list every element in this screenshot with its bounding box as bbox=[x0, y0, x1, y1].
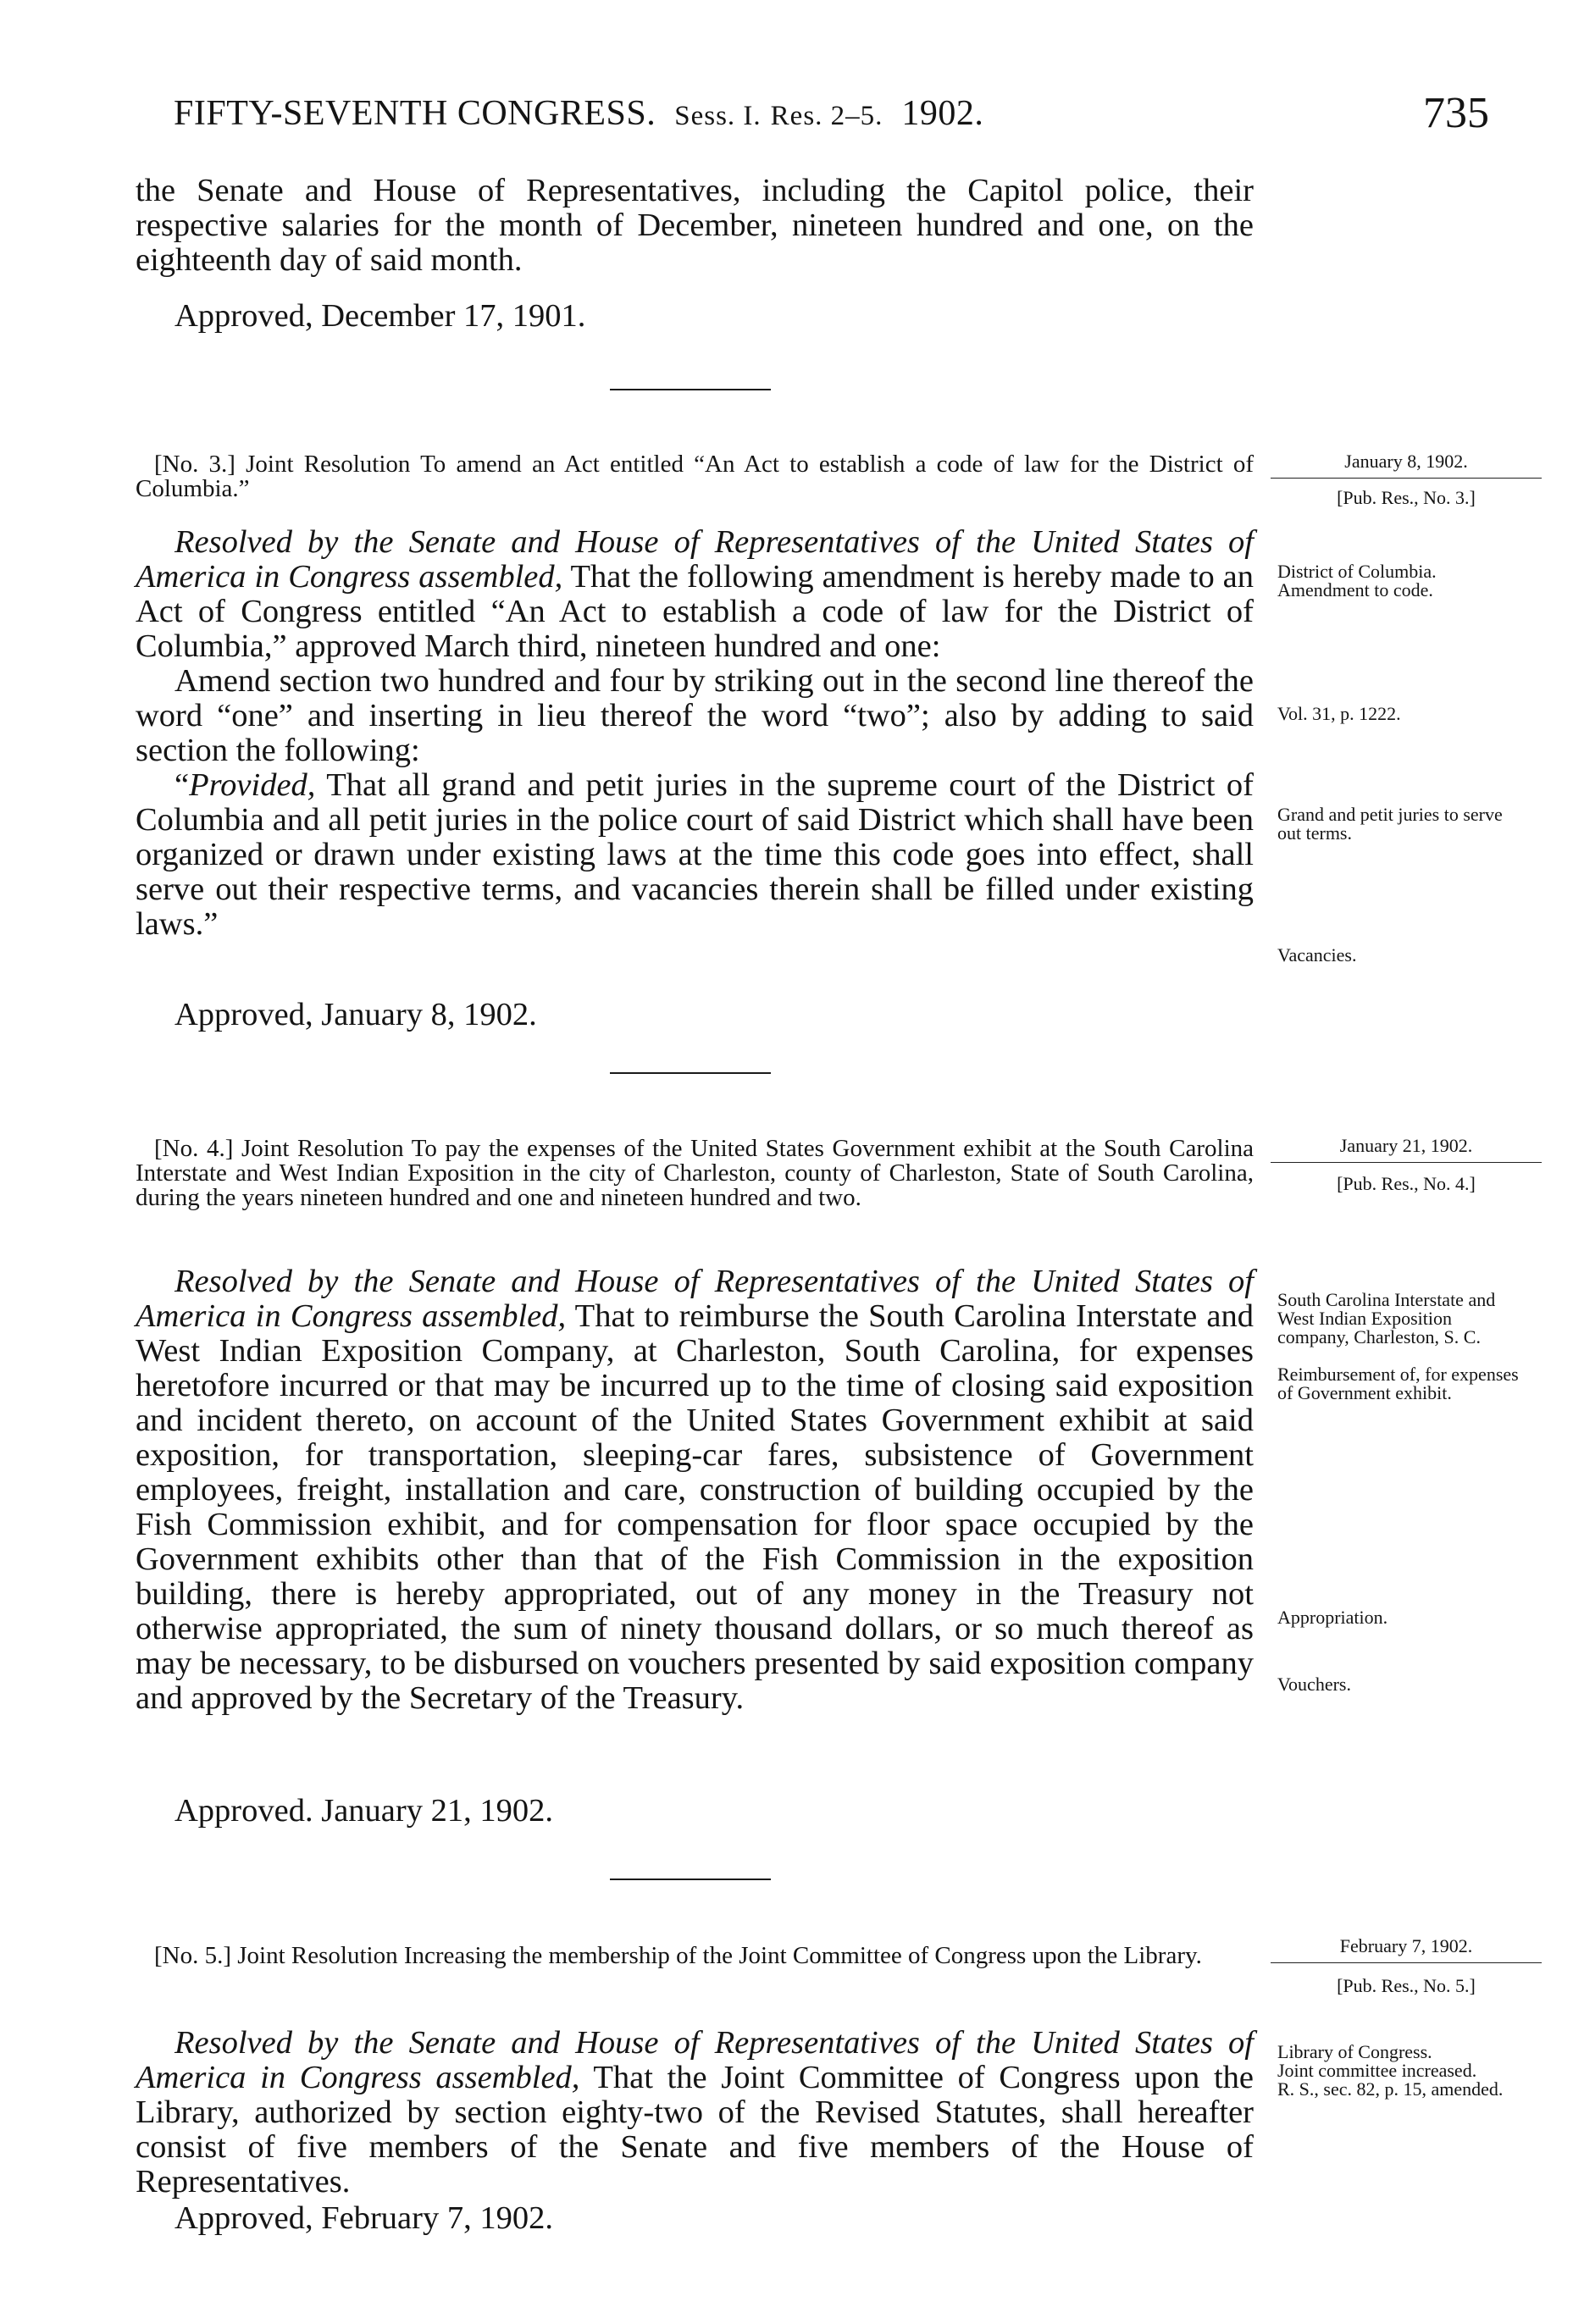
congress-title: FIFTY-SEVENTH CONGRESS. bbox=[174, 94, 656, 133]
res4-note-appropriation: Appropriation. bbox=[1277, 1607, 1388, 1628]
continuation-approved: Approved, December 17, 1901. bbox=[174, 298, 586, 334]
res5-title bbox=[136, 1944, 1254, 1968]
res4-approved: Approved. January 21, 1902. bbox=[174, 1793, 553, 1829]
res3-provided: Provided, bbox=[189, 767, 316, 803]
res3-body bbox=[136, 525, 1254, 942]
header-year: 1902. bbox=[901, 94, 984, 133]
res3-para1: That the following amendment is hereby made to an Act of Congress entitled “An Act to establish a code of law for the District of Columbia,” approved March third, nineteen hundred and one: bbox=[136, 559, 1254, 664]
resolutions-label: Res. 2–5. bbox=[770, 101, 883, 131]
section-divider bbox=[610, 1879, 771, 1880]
continuation-paragraph bbox=[136, 174, 1254, 278]
res5-enacting-paragraph bbox=[136, 2026, 1254, 2200]
res3-pub-res: [Pub. Res., No. 3.] bbox=[1337, 487, 1476, 508]
res5-enacting-clause: Resolved by the Senate and House of Representatives of the United States of America in Congress assembled, bbox=[136, 2025, 1254, 2095]
res3-open-quote: “ bbox=[174, 767, 190, 803]
res4-title-text: [No. 4.] Joint Resolution To pay the expenses of the United States Government exhibit at the South Carolina Interstate and West Indian Exposition in the city of Charleston, county of Charleston, State of South Carolina, during the years nineteen hundred and one and nineteen hundred and two. bbox=[136, 1135, 1254, 1211]
res3-date: January 8, 1902. bbox=[1271, 451, 1542, 479]
res5-note-subject: Library of Congress. bbox=[1277, 2041, 1432, 2062]
res3-proviso-paragraph bbox=[136, 768, 1254, 942]
res3-title-text: [No. 3.] Joint Resolution To amend an Act entitled “An Act to establish a code of law for the District of Columbia.” bbox=[136, 451, 1254, 502]
running-header bbox=[174, 93, 983, 134]
res5-body bbox=[136, 2026, 1254, 2200]
res4-enacting-paragraph bbox=[136, 1264, 1254, 1716]
res3-note-vacancies: Vacancies. bbox=[1277, 944, 1357, 966]
page-number: 735 bbox=[1423, 89, 1489, 137]
res5-para: That the Joint Committee of Congress upon the Library, authorized by section eighty-two of the Revised Statutes, shall hereafter consist of five members of the Senate and five members of the House of Representatives. bbox=[136, 2060, 1254, 2200]
res3-para3: That all grand and petit juries in the supreme court of the District of Columbia and all petit juries in the police court of said District which shall have been organized or drawn under existing laws at the time this code goes into effect, shall serve out their respective terms, and vacancies therein shall be filled under existing laws.” bbox=[136, 767, 1254, 942]
res5-date: February 7, 1902. bbox=[1271, 1935, 1542, 1963]
res3-enacting-clause: Resolved by the Senate and House of Representatives of the United States of America in Congress assembled, bbox=[136, 524, 1254, 595]
res3-approved: Approved, January 8, 1902. bbox=[174, 997, 537, 1032]
res5-note-rs: R. S., sec. 82, p. 15, amended. bbox=[1277, 2078, 1504, 2100]
res3-note-juries: Grand and petit juries to serve out terms. bbox=[1277, 804, 1503, 844]
res4-note-subject: South Carolina Interstate and West Indian Exposition company, Charleston, S. C. bbox=[1277, 1289, 1496, 1347]
res4-body bbox=[136, 1264, 1254, 1716]
res5-approved: Approved, February 7, 1902. bbox=[174, 2200, 553, 2236]
res4-title bbox=[136, 1137, 1254, 1210]
res4-para: That to reimburse the South Carolina Interstate and West Indian Exposition Company, at Charleston, South Carolina, for expenses heretofore incurred or that may be incurred up to the time of closing said exposition and incident thereto, on account of the United States Government exhibit at said exposition, for transportation, sleeping-car fares, subsistence of Government employees, freight, installation and care, construction of building occupied by the Fish Commission exhibit, and for compensation for floor space occupied by the Government exhibits other than that of the Fish Commission in the exposition building, there is hereby appropriated, out of any money in the Treasury not otherwise appropriated, the sum of ninety thousand dollars, or so much thereof as may be necessary, to be disbursed on vouchers presented by said exposition company and approved by the Secretary of the Treasury. bbox=[136, 1298, 1254, 1716]
section-divider bbox=[610, 389, 771, 390]
session-label: Sess. I. bbox=[674, 101, 762, 131]
res3-note-vol: Vol. 31, p. 1222. bbox=[1277, 703, 1401, 724]
section-divider bbox=[610, 1072, 771, 1074]
res3-para2: Amend section two hundred and four by striking out in the second line thereof the word “one” and inserting in lieu thereof the word “two”; also by adding to said section the following: bbox=[136, 663, 1254, 768]
res3-note-district: District of Columbia. bbox=[1277, 561, 1437, 582]
res4-pub-res: [Pub. Res., No. 4.] bbox=[1337, 1173, 1476, 1194]
res5-note-block bbox=[1277, 2043, 1531, 2099]
res4-date: January 21, 1902. bbox=[1271, 1135, 1542, 1163]
res3-note-amendment: Amendment to code. bbox=[1277, 579, 1433, 600]
res5-title-text: [No. 5.] Joint Resolution Increasing the membership of the Joint Committee of Congress upon the Library. bbox=[154, 1942, 1202, 1969]
res3-note-subject bbox=[1277, 562, 1548, 600]
res4-enacting-clause: Resolved by the Senate and House of Representatives of the United States of America in Congress assembled, bbox=[136, 1264, 1254, 1334]
res3-enacting-paragraph bbox=[136, 525, 1254, 664]
continuation-text: the Senate and House of Representatives, including the Capitol police, their respective salaries for the month of December, nineteen hundred and one, on the eighteenth day of said month. bbox=[136, 173, 1254, 278]
res4-note-vouchers: Vouchers. bbox=[1277, 1674, 1351, 1695]
res5-pub-res: [Pub. Res., No. 5.] bbox=[1337, 1975, 1476, 1996]
res3-title bbox=[136, 452, 1254, 501]
res5-note-committee: Joint committee increased. bbox=[1277, 2060, 1477, 2081]
res4-note-reimbursement: Reimbursement of, for expenses of Government exhibit. bbox=[1277, 1364, 1519, 1403]
